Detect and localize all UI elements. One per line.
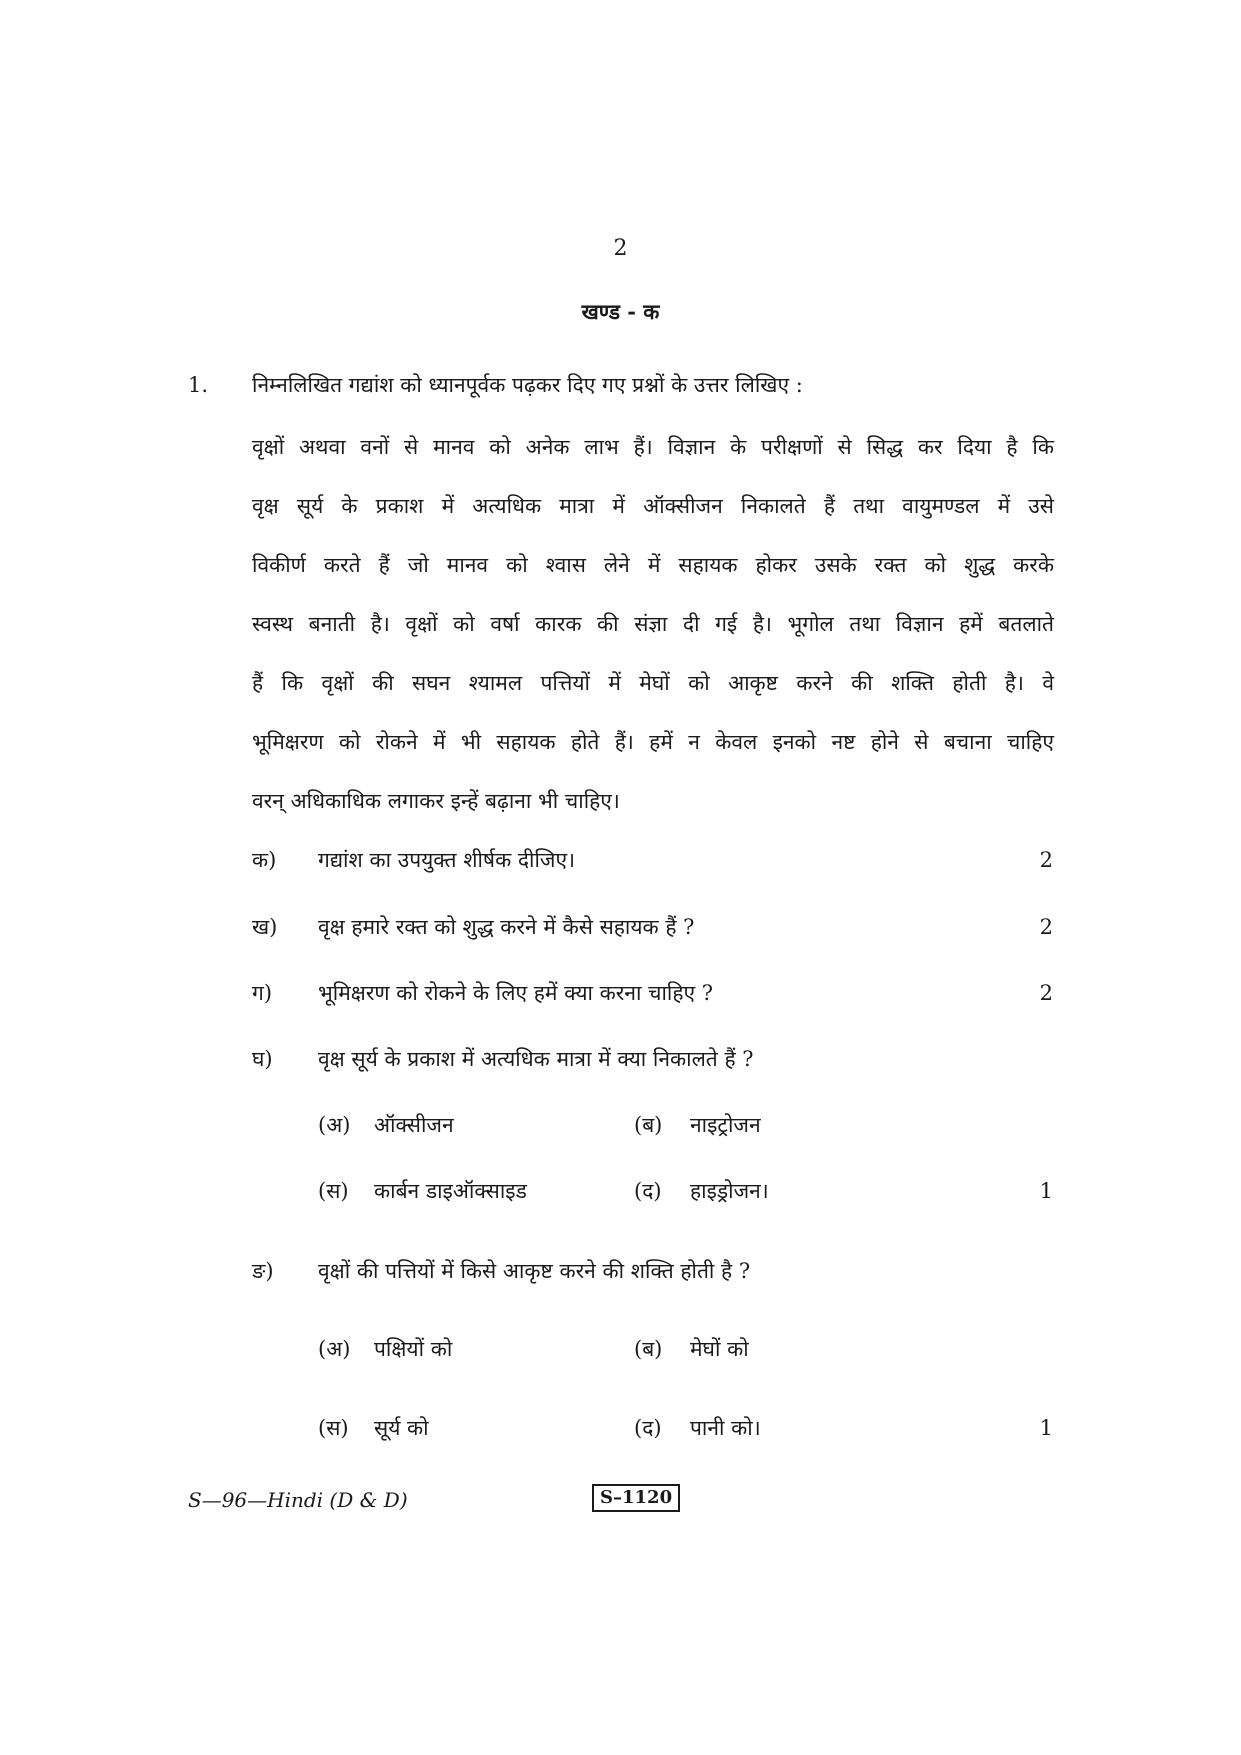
sub-question-ka	[0, 845, 1241, 875]
passage-line: विकीर्ण करते हैं जो मानव को श्वास लेने में सहायक होकर उसके रक्त को शुद्ध करके	[252, 553, 1054, 577]
footer-series-code: S–1120	[592, 1484, 680, 1512]
section-title: खण्ड - क	[581, 299, 660, 324]
sub-question-text: गद्यांश का उपयुक्त शीर्षक दीजिए।	[318, 848, 576, 872]
passage	[252, 432, 1054, 845]
marks: 1	[1039, 1179, 1053, 1203]
sub-question-ga	[0, 978, 1241, 1008]
option-text: पानी को।	[690, 1416, 761, 1440]
option-text: ऑक्सीजन	[374, 1113, 454, 1137]
sub-question-label: क)	[252, 848, 277, 872]
passage-line: हैं कि वृक्षों की सघन श्यामल पत्तियों में मेघों को आकृष्ट करने की शक्ति होती है। वे	[252, 671, 1054, 695]
sub-question-nga	[0, 1256, 1241, 1286]
option-label: (द)	[634, 1179, 662, 1203]
page-number: 2	[613, 236, 628, 261]
passage-line: वृक्षों अथवा वनों से मानव को अनेक लाभ हैं। विज्ञान के परीक्षणों से सिद्ध कर दिया है कि	[252, 435, 1054, 459]
option-text: मेघों को	[690, 1337, 749, 1361]
sub-question-label: ग)	[252, 981, 273, 1005]
sub-question-text: वृक्ष हमारे रक्त को शुद्ध करने में कैसे सहायक हैं ?	[318, 915, 695, 939]
option-label: (स)	[318, 1179, 349, 1203]
marks: 2	[1039, 915, 1053, 939]
option-text: सूर्य को	[374, 1416, 429, 1440]
marks: 2	[1039, 981, 1053, 1005]
option-text: नाइट्रोजन	[690, 1113, 761, 1137]
sub-question-label: घ)	[252, 1047, 273, 1071]
sub-question-kha	[0, 912, 1241, 942]
option-label: (अ)	[318, 1337, 351, 1361]
option-label: (द)	[634, 1416, 662, 1440]
option-text: पक्षियों को	[374, 1337, 453, 1361]
option-label: (ब)	[634, 1337, 663, 1361]
sub-question-text: भूमिक्षरण को रोकने के लिए हमें क्या करना चाहिए ?	[318, 981, 714, 1005]
sub-question-text: वृक्षों की पत्तियों में किसे आकृष्ट करने की शक्ति होती है ?	[318, 1259, 751, 1283]
passage-line: वरन् अधिकाधिक लगाकर इन्हें बढ़ाना भी चाहिए।	[252, 789, 620, 813]
passage-line: भूमिक्षरण को रोकने में भी सहायक होते हैं। हमें न केवल इनको नष्ट होने से बचाना चाहिए	[252, 730, 1054, 754]
footer-paper-code: S—96—Hindi (D & D)	[188, 1488, 408, 1512]
sub-question-label: ख)	[252, 915, 278, 939]
option-label: (स)	[318, 1416, 349, 1440]
option-label: (ब)	[634, 1113, 663, 1137]
options-row	[0, 1110, 1241, 1140]
option-text: हाइड्रोजन।	[690, 1179, 769, 1203]
passage-line: स्वस्थ बनाती है। वृक्षों को वर्षा कारक की संज्ञा दी गई है। भूगोल तथा विज्ञान हमें बतलाते	[252, 612, 1054, 636]
options-row	[0, 1176, 1241, 1206]
marks: 2	[1039, 848, 1053, 872]
sub-question-label: ङ)	[252, 1259, 274, 1283]
question-instruction: निम्नलिखित गद्यांश को ध्यानपूर्वक पढ़कर दिए गए प्रश्नों के उत्तर लिखिए :	[252, 373, 803, 397]
option-text: कार्बन डाइऑक्साइड	[374, 1179, 527, 1203]
marks: 1	[1039, 1416, 1053, 1440]
sub-question-text: वृक्ष सूर्य के प्रकाश में अत्यधिक मात्रा में क्या निकालते हैं ?	[318, 1047, 754, 1071]
option-label: (अ)	[318, 1113, 351, 1137]
options-row	[0, 1334, 1241, 1364]
options-row	[0, 1413, 1241, 1443]
question-number: 1.	[188, 373, 209, 397]
passage-line: वृक्ष सूर्य के प्रकाश में अत्यधिक मात्रा में ऑक्सीजन निकालते हैं तथा वायुमण्डल में उसे	[252, 494, 1054, 518]
sub-question-gha	[0, 1044, 1241, 1074]
